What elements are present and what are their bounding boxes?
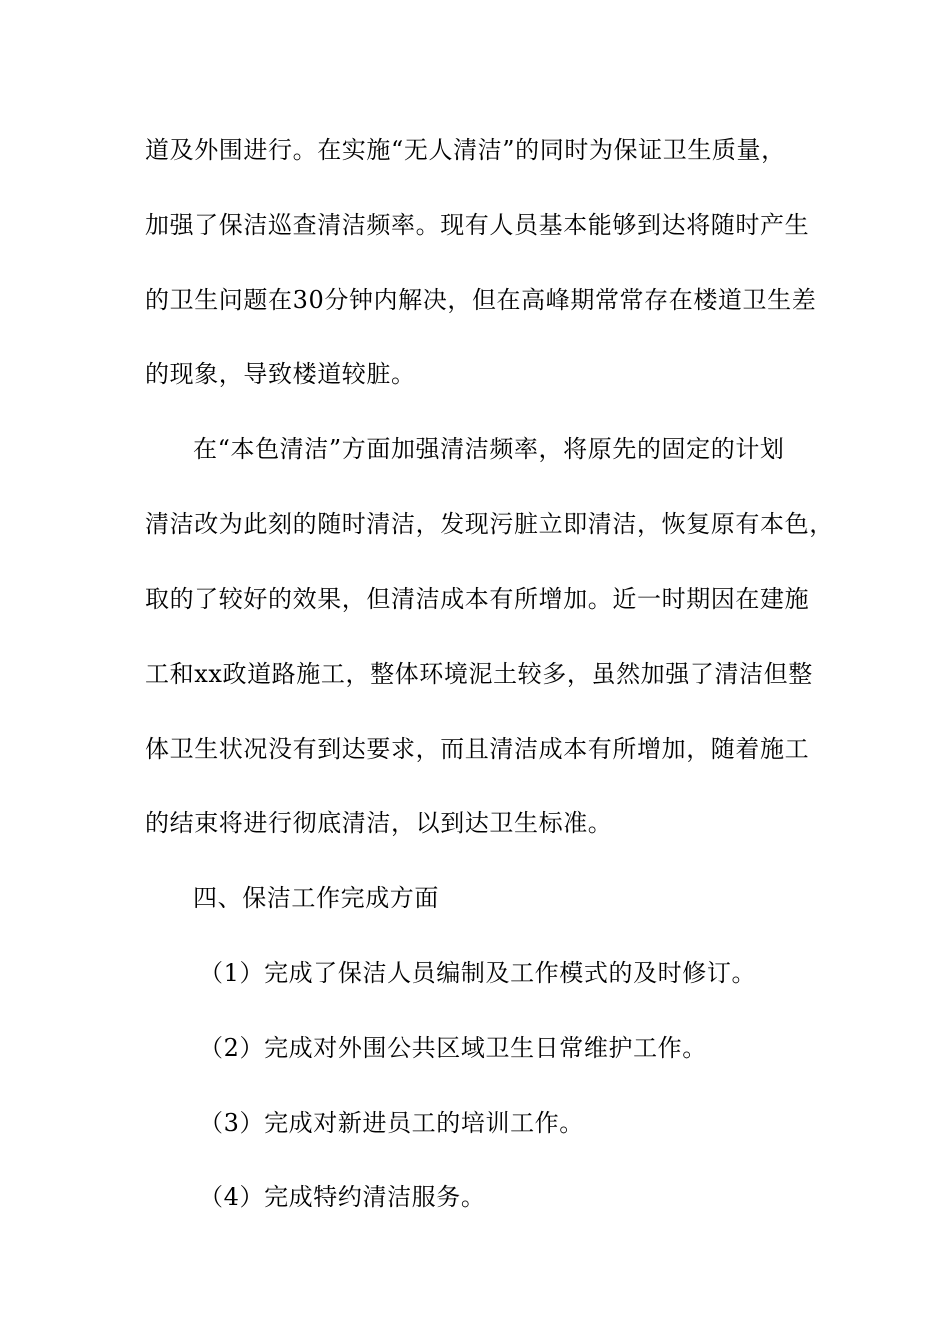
paragraph-1-line-1: 道及外围进行。在实施“无人清洁”的同时为保证卫生质量， — [145, 136, 786, 164]
paragraph-2-line-3: 取的了较好的效果，但清洁成本有所增加。近一时期因在建施 — [145, 585, 810, 613]
paragraph-1-line-2: 加强了保洁巡查清洁频率。现有人员基本能够到达将随时产生 — [145, 211, 810, 239]
paragraph-2-line-5: 体卫生状况没有到达要求，而且清洁成本有所增加，随着施工 — [145, 735, 810, 763]
paragraph-1-line-3: 的卫生问题在30分钟内解决，但在高峰期常常存在楼道卫生差 — [145, 286, 817, 314]
paragraph-2-line-2: 清洁改为此刻的随时清洁，发现污脏立即清洁，恢复原有本色， — [145, 510, 834, 538]
paragraph-2-line-4: 工和xx政道路施工，整体环境泥土较多，虽然加强了清洁但整 — [145, 660, 813, 688]
section-heading: 四、保洁工作完成方面 — [193, 884, 439, 912]
list-item-2: （2）完成对外围公共区域卫生日常维护工作。 — [199, 1034, 707, 1062]
list-item-1: （1）完成了保洁人员编制及工作模式的及时修订。 — [199, 959, 757, 987]
paragraph-2-line-1: 在“本色清洁”方面加强清洁频率，将原先的固定的计划 — [193, 435, 785, 463]
list-item-4: （4）完成特约清洁服务。 — [199, 1183, 486, 1211]
paragraph-1-line-4: 的现象，导致楼道较脏。 — [145, 360, 416, 388]
paragraph-2-line-6: 的结束将进行彻底清洁，以到达卫生标准。 — [145, 809, 613, 837]
list-item-3: （3）完成对新进员工的培训工作。 — [199, 1109, 584, 1137]
